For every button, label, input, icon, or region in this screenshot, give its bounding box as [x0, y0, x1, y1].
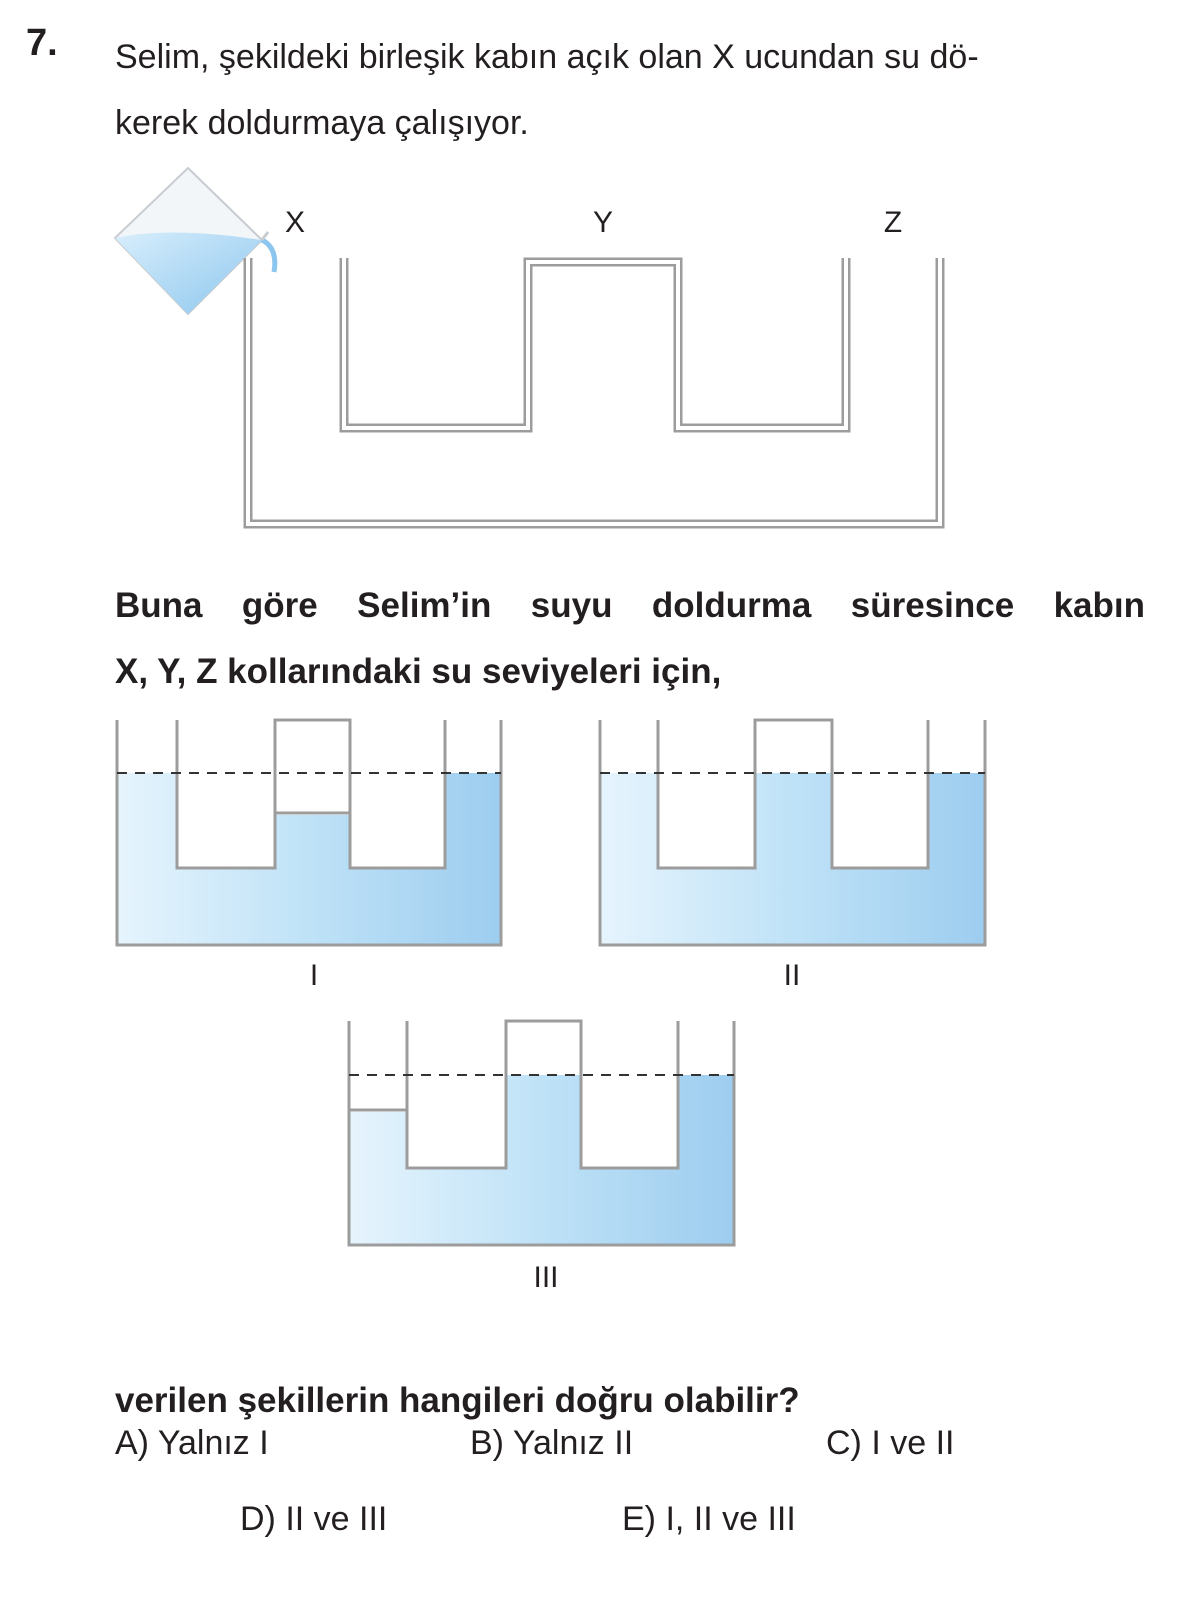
figure-1-label: I [309, 959, 319, 992]
question-prompt [115, 573, 1145, 705]
option-c[interactable]: C) I ve II [826, 1424, 955, 1462]
figure-2 [600, 720, 985, 992]
figure-3-label: III [533, 1261, 559, 1294]
option-a[interactable]: A) Yalnız I [115, 1424, 269, 1462]
label-x: X [284, 206, 306, 239]
figure-2-label: II [783, 959, 801, 992]
question-prompt-end: verilen şekillerin hangileri doğru olabilir? [115, 1381, 800, 1420]
option-e[interactable]: E) I, II ve III [622, 1500, 796, 1538]
main-vessel [115, 168, 940, 524]
option-b[interactable]: B) Yalnız II [470, 1424, 634, 1462]
stem-line-1: Selim, şekildeki birleşik kabın açık olan X ucundan su dö- [115, 38, 979, 76]
figure-3 [349, 1021, 734, 1294]
figure-1 [117, 720, 501, 992]
label-z: Z [883, 206, 903, 239]
stem-line-2: kerek doldurmaya çalışıyor. [115, 104, 529, 142]
prompt-line-1: Buna göre Selim’in suyu doldurma süresince kabın [115, 586, 1145, 625]
option-d[interactable]: D) II ve III [240, 1500, 388, 1538]
question-number: 7. [26, 22, 58, 64]
prompt-line-2: X, Y, Z kollarındaki su seviyeleri için, [115, 652, 722, 691]
label-y: Y [592, 206, 614, 239]
